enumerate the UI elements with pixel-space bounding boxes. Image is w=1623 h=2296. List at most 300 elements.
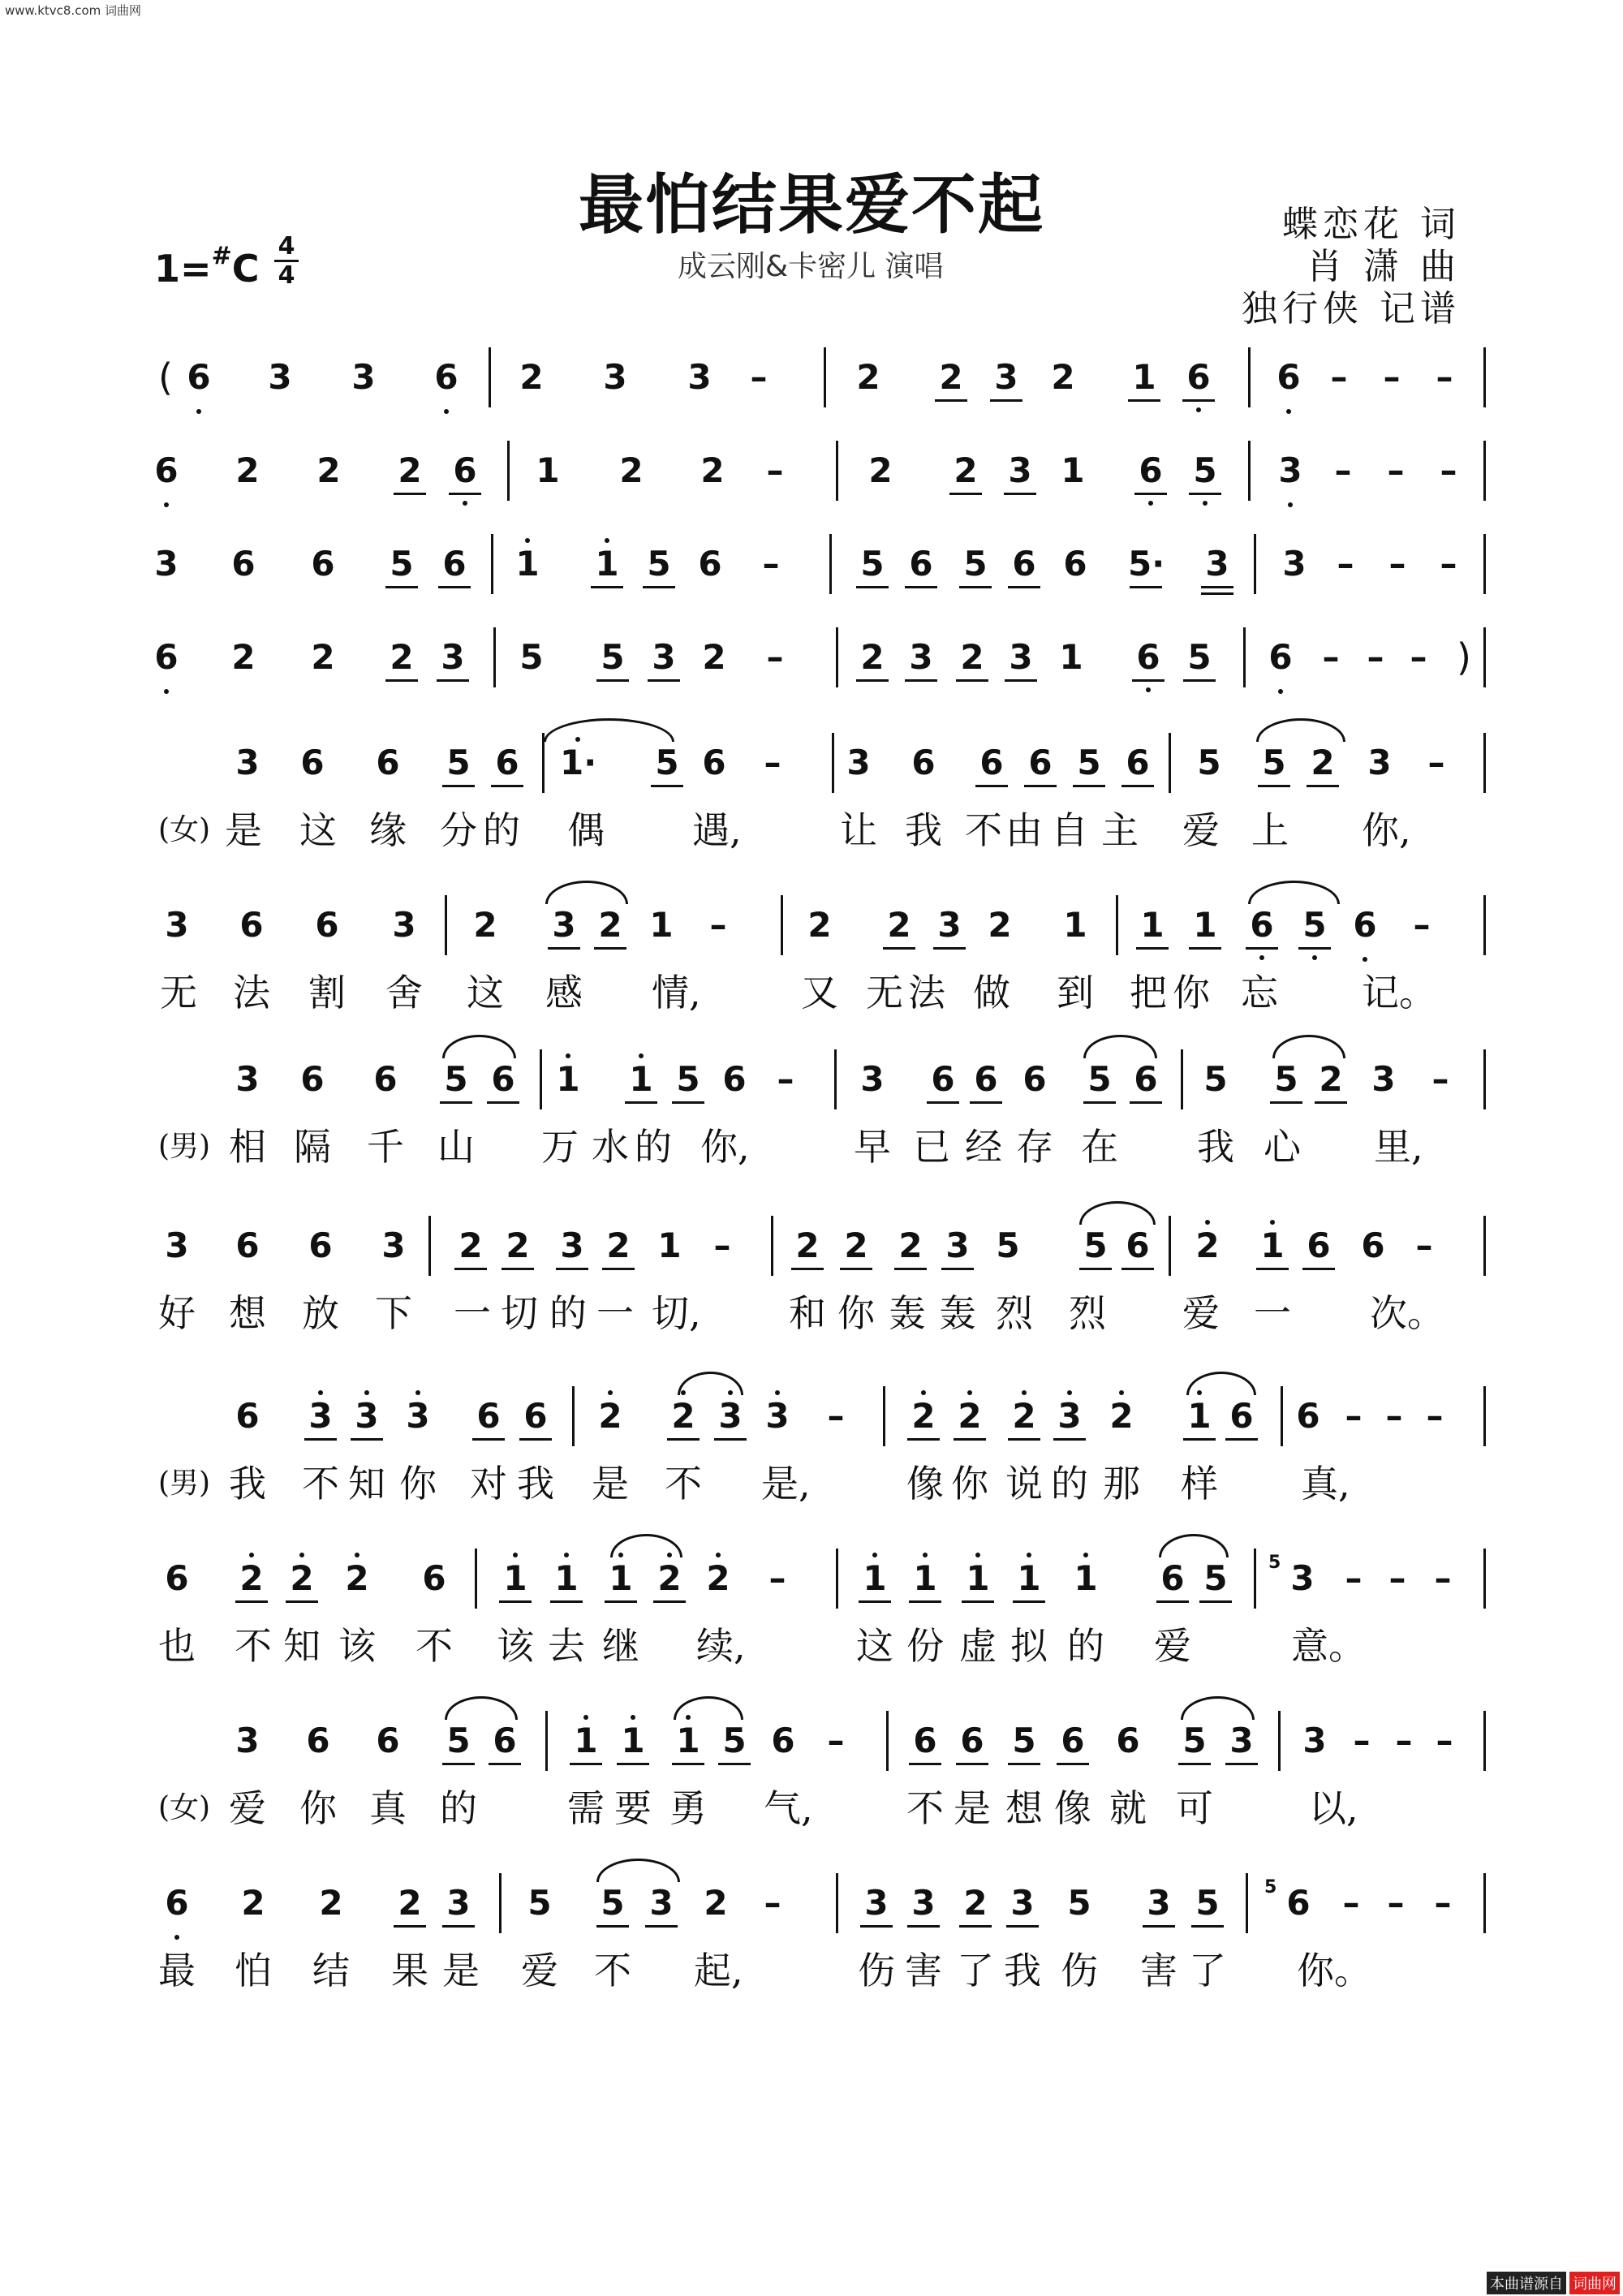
- underline: [491, 785, 523, 787]
- underline: [1130, 1101, 1162, 1104]
- barline: [1254, 534, 1256, 594]
- underline: [894, 1268, 927, 1270]
- note-digit: 3: [351, 357, 376, 397]
- note-digit: 2: [807, 905, 832, 945]
- high-octave-dot: [513, 1553, 518, 1557]
- note: [149, 450, 184, 491]
- underline: [442, 785, 475, 787]
- note-digit: 6: [231, 544, 256, 584]
- note: [549, 1558, 584, 1599]
- underline: [1130, 586, 1162, 588]
- note-digit: –: [1387, 450, 1405, 490]
- low-octave-dot: [196, 409, 201, 414]
- underline: [970, 1101, 1002, 1104]
- song-title: 最怕结果爱不起: [579, 166, 1044, 243]
- note-digit: 3: [268, 357, 292, 397]
- note: [925, 1059, 961, 1100]
- lyric-char: 千: [367, 1125, 404, 1169]
- lyric-char: 结: [312, 1949, 350, 1992]
- lyric-char: 你,: [1362, 808, 1411, 852]
- lyric-char: 上: [1251, 808, 1289, 852]
- barline: [428, 1216, 431, 1276]
- note: [644, 1883, 679, 1923]
- note-digit: 5: [1083, 1226, 1108, 1265]
- grace-note: 5: [1268, 1553, 1281, 1573]
- note: [652, 1558, 687, 1599]
- note: [1141, 1883, 1177, 1923]
- note-digit: –: [1388, 1558, 1406, 1598]
- note-digit: 5: [1262, 743, 1286, 782]
- note-digit: 6: [698, 544, 722, 584]
- note-digit: 2: [700, 450, 725, 490]
- note: [906, 743, 941, 783]
- underline: [935, 399, 967, 402]
- note-digit: 6: [187, 357, 211, 397]
- note: [1045, 357, 1081, 398]
- note: [641, 544, 677, 584]
- note: [1068, 1558, 1104, 1599]
- high-octave-dot: [775, 1390, 780, 1395]
- note-digit: 6: [1028, 743, 1053, 782]
- low-octave-dot: [463, 501, 467, 506]
- note-digit: 5: [1182, 1721, 1207, 1760]
- underline: [791, 1268, 824, 1270]
- note: [1003, 637, 1039, 678]
- note-digit: 1: [1061, 450, 1085, 490]
- note-digit: 6: [1022, 1059, 1047, 1099]
- note-digit: 6: [1126, 743, 1150, 782]
- note: [560, 743, 596, 783]
- underline: [954, 1438, 986, 1441]
- note: [665, 1396, 701, 1437]
- note: [1376, 1396, 1412, 1437]
- underline: [1024, 785, 1057, 787]
- lyric-char: 要: [614, 1786, 652, 1830]
- note: [1419, 743, 1454, 783]
- note: [392, 450, 428, 491]
- barline: [836, 1549, 838, 1609]
- note-digit: –: [764, 743, 781, 782]
- note-digit: –: [1413, 905, 1431, 945]
- lyric-char: 存: [1016, 1125, 1053, 1169]
- underline: [653, 1600, 686, 1603]
- high-octave-dot: [608, 1390, 613, 1395]
- note-digit: 3: [1302, 1721, 1327, 1760]
- underline: [385, 679, 418, 682]
- underline: [1302, 1268, 1335, 1270]
- underline: [1270, 1101, 1302, 1104]
- note-digit: 2: [963, 1883, 988, 1923]
- lyric-char: 你: [837, 1291, 875, 1335]
- note: [863, 450, 898, 491]
- note-digit: 2: [1109, 1396, 1134, 1436]
- underline: [1246, 947, 1278, 950]
- lyric-char: 像: [906, 1462, 944, 1506]
- note-digit: 6: [165, 1558, 189, 1598]
- note: [514, 357, 549, 398]
- note-digit: 2: [702, 637, 726, 677]
- note-digit: 2: [1319, 1059, 1343, 1099]
- note: [857, 1558, 893, 1599]
- note: [384, 637, 420, 678]
- note-digit: 2: [657, 1558, 682, 1598]
- note: [416, 1558, 452, 1599]
- lyric-char: 害: [1140, 1949, 1177, 1992]
- note: [592, 905, 628, 946]
- barline: [1483, 534, 1486, 594]
- note: [907, 1721, 943, 1761]
- note: [1305, 743, 1341, 783]
- note-digit: 5: [1187, 637, 1212, 677]
- underline: [1006, 1925, 1039, 1928]
- high-octave-dot: [564, 1553, 569, 1557]
- note-digit: 5: [519, 637, 544, 677]
- note: [230, 1721, 265, 1761]
- grace-note: 5: [1264, 1877, 1277, 1898]
- note-digit: 6: [239, 905, 264, 945]
- note-digit: –: [766, 637, 784, 677]
- note-digit: 2: [1311, 743, 1335, 782]
- note: [500, 1226, 536, 1266]
- note-digit: 6: [1307, 1226, 1331, 1265]
- note: [386, 905, 422, 946]
- note-digit: 6: [1012, 544, 1036, 584]
- slur: [445, 1696, 518, 1720]
- note-digit: 3: [392, 905, 416, 945]
- lyric-char: 不: [302, 1462, 339, 1506]
- note-digit: –: [1330, 357, 1348, 397]
- note: [226, 544, 261, 584]
- underline: [594, 947, 626, 950]
- note: [954, 1721, 990, 1761]
- note: [1055, 450, 1091, 491]
- lyric-char: 隔: [294, 1125, 331, 1169]
- lyric-char: 已: [913, 1125, 950, 1169]
- note: [595, 637, 631, 678]
- note: [1055, 1721, 1091, 1761]
- underline: [1182, 399, 1215, 402]
- high-octave-dot: [364, 1390, 369, 1395]
- slur: [1256, 718, 1345, 742]
- note-digit: 6: [300, 743, 325, 782]
- note-digit: 2: [319, 1883, 343, 1923]
- low-octave-dot: [1312, 955, 1317, 960]
- note: [1182, 637, 1217, 678]
- note-digit: 5: [446, 743, 471, 782]
- note: [982, 905, 1018, 946]
- lyric-char: 舍: [385, 971, 423, 1014]
- note-digit: 6: [1361, 1226, 1385, 1265]
- underline: [959, 1925, 992, 1928]
- lyric-char: 伤: [1061, 1949, 1098, 1992]
- note: [907, 1558, 943, 1599]
- note: [644, 905, 679, 946]
- lyric-char: 把: [1130, 971, 1167, 1014]
- note: [802, 905, 837, 946]
- underline: [442, 1925, 475, 1928]
- singer-role: (男): [158, 1130, 211, 1163]
- note-digit: 6: [154, 450, 179, 490]
- lyric-char: 让: [840, 808, 877, 852]
- note: [149, 544, 184, 584]
- note-digit: 2: [598, 905, 622, 945]
- note-digit: 6: [300, 1059, 325, 1099]
- lyric-char: 一: [454, 1291, 491, 1335]
- note-digit: 1: [503, 1558, 527, 1598]
- note: [1120, 743, 1156, 783]
- lyric-char: 爱: [521, 1949, 558, 1992]
- note-digit: 6: [974, 1059, 998, 1099]
- slur: [545, 881, 628, 904]
- barline: [829, 534, 832, 594]
- note: [1052, 1396, 1087, 1437]
- note: [1061, 1883, 1097, 1923]
- note-digit: 5: [527, 1883, 552, 1923]
- note-digit: 6: [493, 1721, 517, 1760]
- lyric-char: 意。: [1291, 1624, 1366, 1668]
- note: [855, 1059, 890, 1100]
- singers: 成云刚&卡密儿 演唱: [678, 250, 944, 283]
- note-digit: 2: [619, 450, 644, 490]
- underline: [949, 493, 982, 495]
- note-digit: 3: [1057, 1396, 1082, 1436]
- underline: [667, 1438, 700, 1441]
- slur: [610, 1534, 682, 1557]
- lyric-char: 害: [905, 1949, 942, 1992]
- lyric-char: 续,: [696, 1624, 746, 1668]
- sharp-sign: #: [211, 242, 232, 270]
- lyric-char: 你: [1173, 971, 1210, 1014]
- note: [514, 637, 549, 678]
- high-octave-dot: [1083, 1553, 1088, 1557]
- note: [704, 1226, 740, 1266]
- site-tag[interactable]: www.ktvc8.com 词曲网: [5, 3, 142, 18]
- note-digit: 3: [235, 743, 260, 782]
- note: [303, 1226, 338, 1266]
- note-digit: 1: [1059, 637, 1083, 677]
- note-digit: 1: [1017, 1558, 1041, 1598]
- note-digit: 2: [868, 450, 893, 490]
- lyric-char: 那: [1103, 1462, 1140, 1506]
- note: [1268, 1553, 1320, 1599]
- note: [1198, 1059, 1233, 1100]
- note: [1082, 1059, 1117, 1100]
- note-digit: 5: [1195, 1883, 1220, 1923]
- note-digit: –: [1345, 1396, 1363, 1436]
- underline: [718, 1763, 751, 1765]
- note-digit: 1: [621, 1721, 645, 1760]
- note: [1431, 544, 1466, 584]
- note-digit: –: [777, 1059, 794, 1099]
- note: [893, 1226, 928, 1266]
- note: [1321, 357, 1357, 398]
- note: [305, 544, 341, 584]
- underline: [605, 1600, 637, 1603]
- barline: [883, 1386, 885, 1446]
- underline: [437, 679, 469, 682]
- note: [400, 1396, 436, 1437]
- lyric-char: 我: [905, 808, 942, 852]
- note: [1366, 1059, 1401, 1100]
- slur: [596, 1859, 680, 1882]
- underline: [1307, 785, 1339, 787]
- lyric-char: 像: [1054, 1786, 1091, 1830]
- barline: [445, 895, 447, 955]
- note: [1325, 450, 1361, 491]
- close-paren: ): [1457, 635, 1471, 679]
- underline: [1189, 947, 1221, 950]
- barline: [1483, 1873, 1486, 1933]
- note-digit: 2: [473, 905, 497, 945]
- lyric-char: 的: [635, 1125, 672, 1169]
- note-digit: 1: [1260, 1226, 1285, 1265]
- lyric-char: 真,: [1301, 1462, 1350, 1506]
- lyric-char: 你: [399, 1462, 437, 1506]
- note: [603, 1558, 639, 1599]
- lyric-char: 一: [1254, 1291, 1291, 1335]
- note: [546, 905, 582, 946]
- lyric-char: 不: [594, 1949, 631, 1992]
- note-digit: –: [1345, 1558, 1363, 1598]
- note-digit: 3: [765, 1396, 790, 1436]
- lyric-char: 拟: [1010, 1624, 1048, 1668]
- note: [881, 905, 917, 946]
- note: [453, 1226, 489, 1266]
- note-digit: 2: [316, 450, 341, 490]
- note-digit: 1: [966, 1558, 990, 1598]
- note-digit: 6: [702, 743, 726, 782]
- note: [1301, 1226, 1337, 1266]
- note-digit: –: [768, 1558, 786, 1598]
- underline: [1201, 592, 1233, 595]
- note-digit: –: [1388, 544, 1406, 584]
- note-digit: 2: [606, 1226, 631, 1265]
- note: [1130, 637, 1166, 678]
- note: [230, 1396, 265, 1437]
- underline: [941, 1268, 974, 1270]
- note: [932, 905, 967, 946]
- note: [755, 743, 790, 783]
- note: [670, 1059, 706, 1100]
- note-digit: 3: [945, 1226, 970, 1265]
- note-digit: –: [713, 1226, 731, 1265]
- note: [1017, 1059, 1053, 1100]
- note: [1362, 743, 1397, 783]
- note-digit: 5: [1302, 905, 1327, 945]
- note-digit: 3: [603, 357, 627, 397]
- underline: [570, 1763, 602, 1765]
- note: [1380, 544, 1415, 584]
- note: [376, 1226, 411, 1266]
- note-digit: –: [1410, 637, 1427, 677]
- lyric-char: 继: [602, 1624, 639, 1668]
- singer-role: (女): [158, 1791, 211, 1824]
- lyric-char: 切: [501, 1291, 538, 1335]
- watermark-source: 本曲谱源自: [1487, 2272, 1566, 2294]
- slur: [1272, 1035, 1345, 1058]
- lyric-char: 真: [369, 1786, 407, 1830]
- note-digit: 3: [864, 1883, 889, 1923]
- lyric-char: 果: [391, 1949, 428, 1992]
- note-digit: 6: [523, 1396, 548, 1436]
- note-digit: 2: [1012, 1396, 1036, 1436]
- barline: [499, 1873, 502, 1933]
- note-digit: 1: [1140, 905, 1165, 945]
- note-digit: 2: [598, 1396, 622, 1436]
- lyric-char: 在: [1081, 1125, 1118, 1169]
- note-digit: 5: [444, 1059, 468, 1099]
- note: [695, 450, 730, 491]
- underline: [1225, 1763, 1258, 1765]
- note: [589, 544, 625, 584]
- lyric-char: 该: [497, 1624, 534, 1668]
- note-digit: –: [1387, 1883, 1405, 1923]
- note: [467, 905, 503, 946]
- note: [235, 1883, 271, 1923]
- note-digit: 6: [235, 1396, 260, 1436]
- note-digit: 6: [495, 743, 519, 782]
- note: [1423, 1059, 1458, 1100]
- barline: [1181, 1049, 1183, 1109]
- lyric-char: 你: [951, 1462, 988, 1506]
- note: [990, 1226, 1026, 1266]
- credit-lyricist: 蝶恋花 词: [1282, 204, 1461, 245]
- underline: [856, 586, 889, 588]
- note: [1336, 1558, 1371, 1599]
- note: [522, 1883, 558, 1923]
- high-octave-dot: [1027, 1553, 1031, 1557]
- slur: [1083, 1035, 1157, 1058]
- lyric-char: 不: [906, 1786, 944, 1830]
- note: [595, 1883, 631, 1923]
- underline: [1201, 586, 1233, 588]
- underline: [1013, 1600, 1045, 1603]
- lyric-char: 想: [1005, 1786, 1043, 1830]
- note-digit: 6: [1160, 1558, 1185, 1598]
- note: [859, 1883, 894, 1923]
- lyric-char: 到: [1057, 971, 1094, 1014]
- note: [1078, 1226, 1113, 1266]
- lyric-char: 想: [229, 1291, 266, 1335]
- note: [1263, 637, 1298, 678]
- note: [952, 1396, 988, 1437]
- note-digit: 3: [860, 1059, 885, 1099]
- high-octave-dot: [921, 1390, 926, 1395]
- underline: [840, 1268, 872, 1270]
- note: [1276, 544, 1312, 584]
- note-digit: 1: [1074, 1558, 1098, 1598]
- underline: [1132, 679, 1165, 682]
- note: [700, 1558, 736, 1599]
- underline: [859, 1600, 891, 1603]
- note: [960, 1558, 996, 1599]
- note: [339, 1558, 375, 1599]
- note: [1011, 1558, 1047, 1599]
- slur: [1186, 1372, 1256, 1395]
- lyric-char: 和: [789, 1291, 826, 1335]
- note-digit: –: [1395, 1721, 1413, 1760]
- note-digit: 6: [491, 1059, 515, 1099]
- note: [1006, 1721, 1042, 1761]
- note-digit: 3: [1229, 1721, 1254, 1760]
- note: [906, 1396, 941, 1437]
- lyric-char: 是,: [761, 1462, 811, 1506]
- barline: [1278, 1711, 1281, 1771]
- note: [159, 1226, 195, 1266]
- note: [700, 905, 736, 946]
- key-signature: [154, 242, 259, 291]
- note-digit: 3: [446, 1883, 471, 1923]
